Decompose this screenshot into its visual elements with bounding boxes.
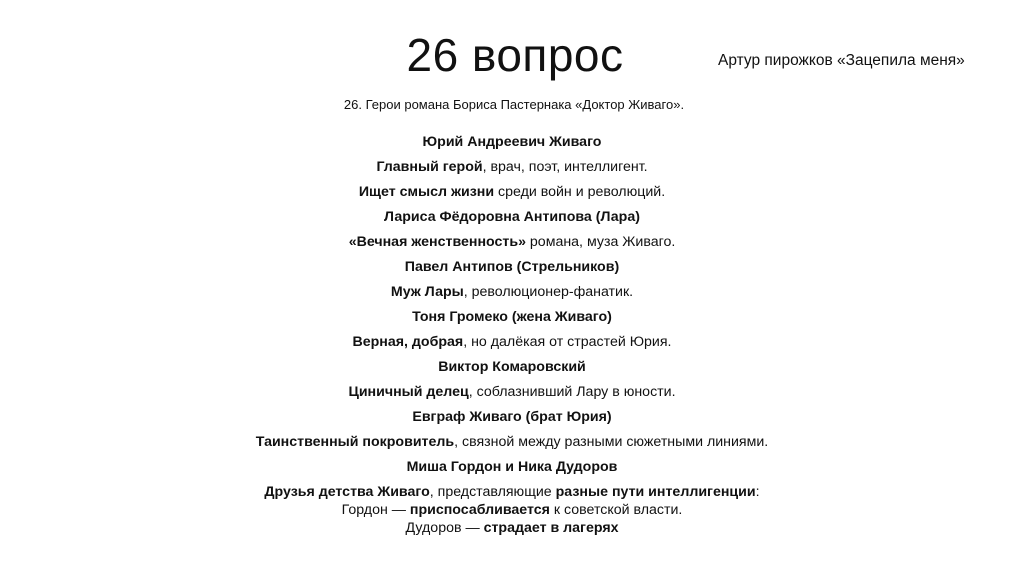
final-text: , представляющие	[429, 484, 556, 500]
list-item	[0, 183, 1024, 208]
characters-list	[0, 133, 1024, 537]
list-item-text: , врач, поэт, интеллигент.	[482, 159, 648, 175]
final-line-2	[0, 501, 1024, 519]
list-item-text: , соблазнивший Лару в юности.	[468, 384, 676, 400]
final-bold-a: Друзья детства Живаго	[264, 484, 430, 500]
list-item	[0, 158, 1024, 183]
list-item-bold: Верная, добрая	[352, 334, 464, 350]
dudorov-bold: страдает в лагерях	[483, 520, 619, 536]
list-item-bold: «Вечная женственность»	[348, 234, 526, 250]
gordon-bold: приспосабливается	[409, 502, 550, 518]
list-item	[0, 258, 1024, 283]
author-caption: Артур пирожков «Зацепила меня»	[718, 52, 965, 69]
list-item	[0, 308, 1024, 333]
list-item-bold: Виктор Комаровский	[438, 359, 586, 375]
list-item-bold: Юрий Андреевич Живаго	[422, 134, 602, 150]
list-item	[0, 283, 1024, 308]
list-item-text: среди войн и революций.	[494, 184, 666, 200]
list-item-text: , но далёкая от страстей Юрия.	[463, 334, 672, 350]
list-item-bold: Миша Гордон и Ника Дудоров	[406, 459, 618, 475]
list-item-bold: Таинственный покровитель	[255, 434, 455, 450]
question-subtitle: 26. Герои романа Бориса Пастернака «Доктор Живаго».	[343, 97, 685, 112]
list-item	[0, 433, 1024, 458]
list-item	[0, 358, 1024, 383]
list-item-bold: Муж Лары	[390, 284, 464, 300]
final-tail: :	[755, 484, 760, 500]
list-item-bold: Циничный делец	[348, 384, 469, 400]
final-bold-b: разные пути интеллигенции	[555, 484, 756, 500]
list-item	[0, 133, 1024, 158]
list-item-bold: Ищет смысл жизни	[358, 184, 495, 200]
slide-title: 26 вопрос	[406, 29, 624, 81]
list-item-bold: Тоня Громеко (жена Живаго)	[412, 309, 612, 325]
list-item-bold: Евграф Живаго (брат Юрия)	[412, 409, 612, 425]
dudorov-label: Дудоров —	[405, 520, 484, 536]
gordon-label: Гордон —	[341, 502, 410, 518]
list-item	[0, 383, 1024, 408]
final-line-1	[0, 483, 1024, 501]
final-line-3	[0, 519, 1024, 537]
list-item	[0, 208, 1024, 233]
list-item	[0, 233, 1024, 258]
list-item	[0, 333, 1024, 358]
list-item-bold: Главный герой	[376, 159, 483, 175]
list-item-bold: Лариса Фёдоровна Антипова (Лара)	[384, 209, 640, 225]
list-item-text: романа, муза Живаго.	[525, 234, 676, 250]
list-item	[0, 458, 1024, 483]
list-item-text: , революционер-фанатик.	[463, 284, 634, 300]
list-item-bold: Павел Антипов (Стрельников)	[404, 259, 620, 275]
list-item	[0, 408, 1024, 433]
list-item-text: , связной между разными сюжетными линиями.	[454, 434, 769, 450]
gordon-tail: к советской власти.	[549, 502, 683, 518]
